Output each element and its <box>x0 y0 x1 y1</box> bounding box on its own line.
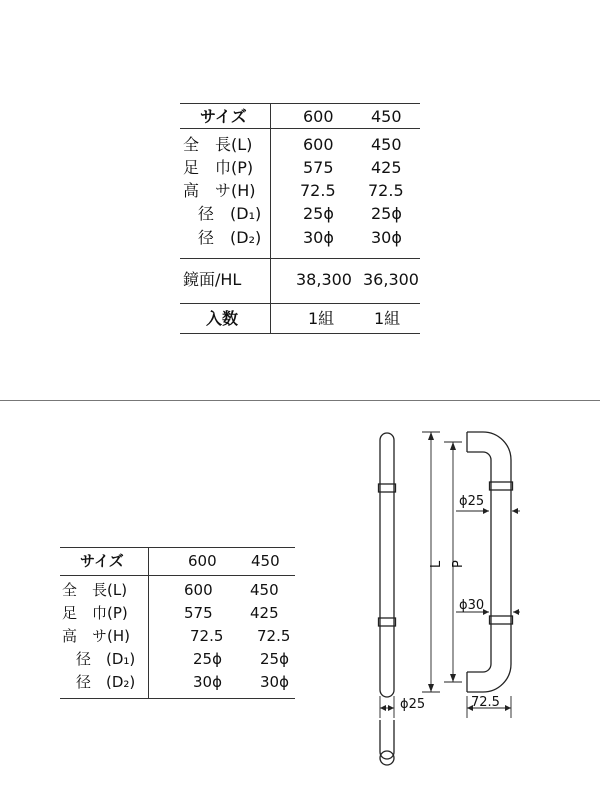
row-value: 72.5 <box>300 181 336 200</box>
row-label-d1: 径 (D₁) <box>76 650 136 668</box>
row-value: 600 <box>184 581 213 599</box>
row-label-price: 鏡面/HL <box>183 270 242 289</box>
row-value: 450 <box>250 581 279 599</box>
row-label-height: 高 サ(H) <box>183 181 256 200</box>
row-value: 575 <box>184 604 213 622</box>
dim-label-d1: ϕ25 <box>459 494 485 509</box>
qty-450: 1組 <box>374 309 401 328</box>
row-value: 30ϕ <box>371 228 402 247</box>
row-value: 72.5 <box>190 627 224 645</box>
row-value: 25ϕ <box>260 650 289 668</box>
row-label-d2: 径 (D₂) <box>76 673 136 691</box>
row-label-pitch: 足 巾(P) <box>183 158 254 177</box>
dim-label-l: L <box>429 560 444 568</box>
row-value: 450 <box>371 135 402 154</box>
dim-label-h: 72.5 <box>471 695 500 710</box>
row-value: 72.5 <box>368 181 404 200</box>
handle-cross-section <box>380 720 394 765</box>
dim-label-d2: ϕ30 <box>459 598 485 613</box>
row-value: 72.5 <box>257 627 291 645</box>
qty-600: 1組 <box>308 309 335 328</box>
dimension-arrows <box>380 432 519 711</box>
dimension-lines <box>380 432 520 718</box>
row-label-length: 全 長(L) <box>183 135 253 154</box>
row-value: 425 <box>371 158 402 177</box>
header-label: サイズ <box>200 107 247 126</box>
row-value: 25ϕ <box>193 650 222 668</box>
row-label-pitch: 足 巾(P) <box>62 604 128 622</box>
row-label-height: 高 サ(H) <box>62 627 130 645</box>
row-label-length: 全 長(L) <box>62 581 128 599</box>
handle-front-view <box>379 433 396 697</box>
row-value: 30ϕ <box>260 673 289 691</box>
row-value: 425 <box>250 604 279 622</box>
header-size-600: 600 <box>188 552 217 570</box>
handle-side-view <box>467 432 513 692</box>
row-value: 25ϕ <box>371 204 402 223</box>
row-value: 600 <box>303 135 334 154</box>
row-value: 575 <box>303 158 334 177</box>
dim-label-p: P <box>451 560 466 568</box>
row-value: 25ϕ <box>303 204 334 223</box>
price-450: 36,300 <box>363 270 419 289</box>
header-size-450: 450 <box>371 107 402 126</box>
row-label-qty: 入数 <box>206 309 239 328</box>
header-size-600: 600 <box>303 107 334 126</box>
row-value: 30ϕ <box>193 673 222 691</box>
header-size-450: 450 <box>251 552 280 570</box>
header-label: サイズ <box>80 552 124 570</box>
row-value: 30ϕ <box>303 228 334 247</box>
row-label-d1: 径 (D₁) <box>198 204 262 223</box>
dim-label-bottom-phi: ϕ25 <box>400 697 426 712</box>
row-label-d2: 径 (D₂) <box>198 228 262 247</box>
price-600: 38,300 <box>296 270 352 289</box>
